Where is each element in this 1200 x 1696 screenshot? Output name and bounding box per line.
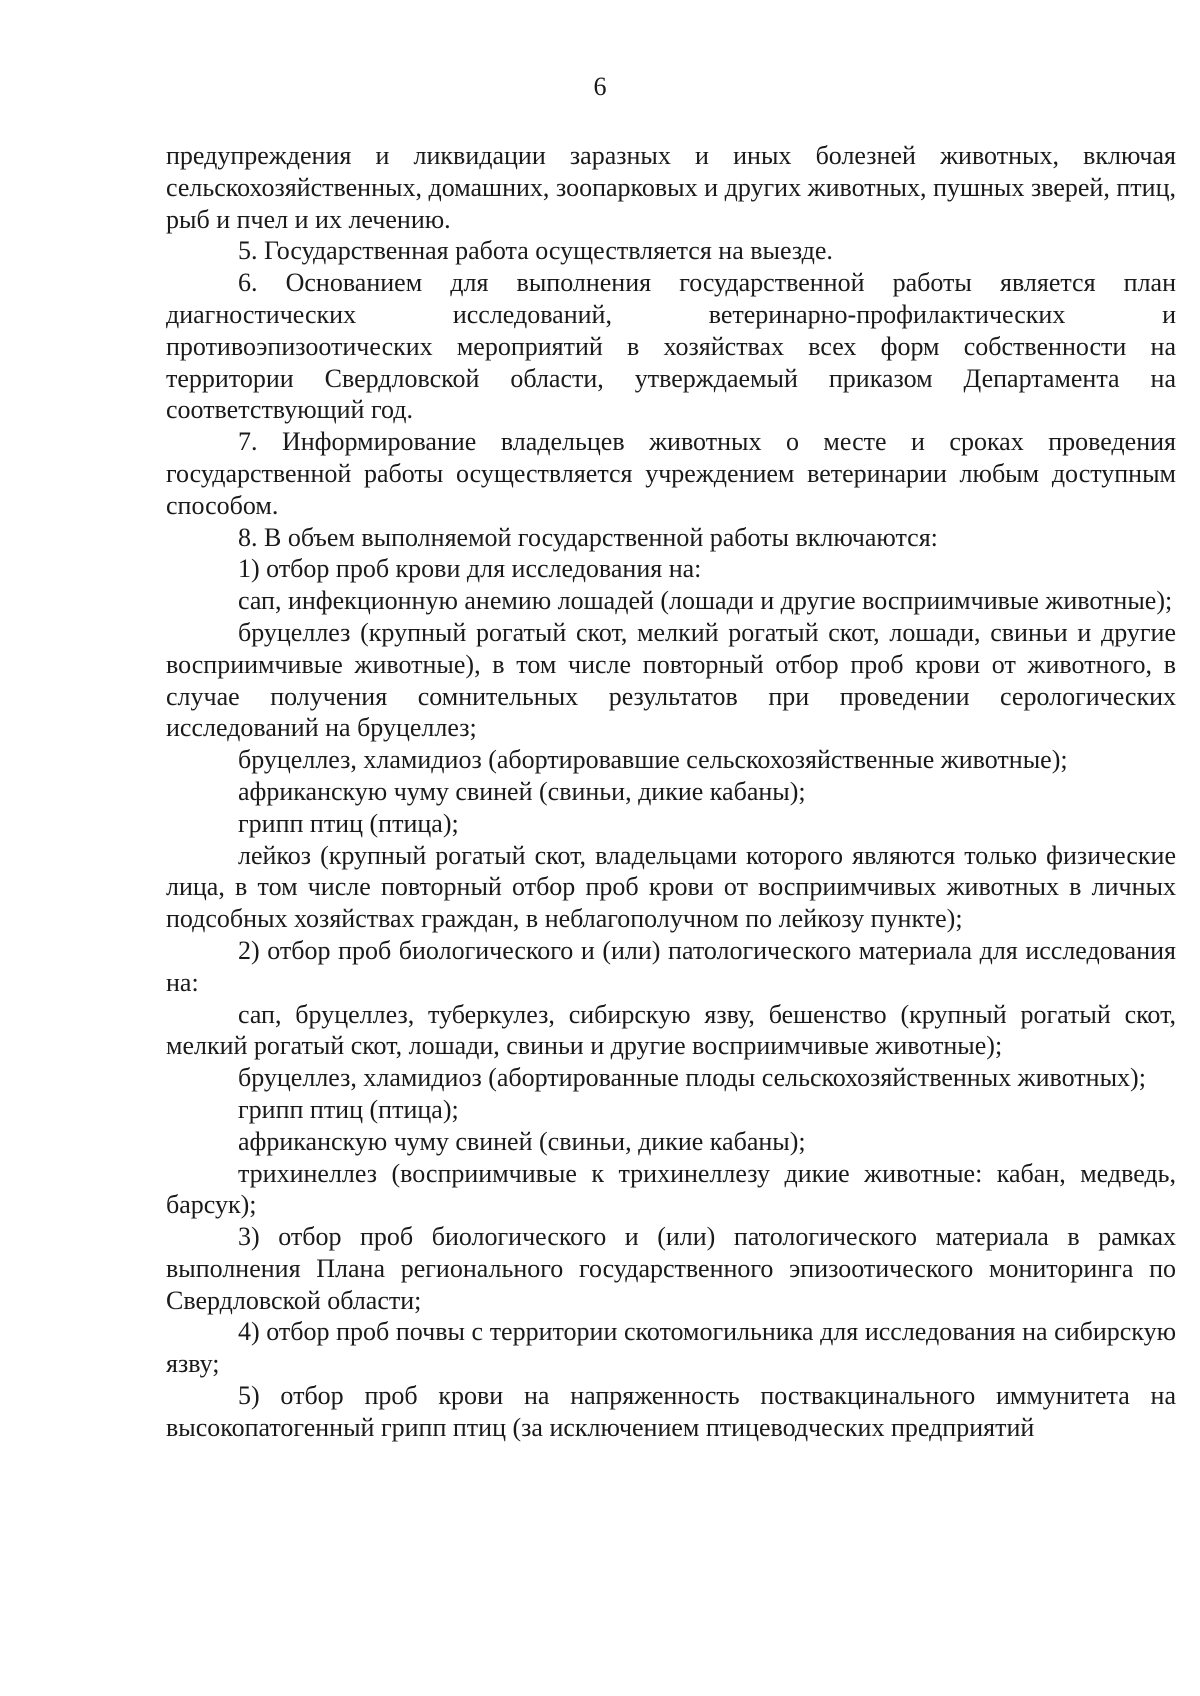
subitem-1-african-swine-fever: африканскую чуму свиней (свиньи, дикие кабаны); — [238, 776, 806, 806]
document-body — [166, 140, 1176, 1444]
paragraph-continuation: предупреждения и ликвидации заразных и иных болезней животных, включая сельскохозяйственных, домашних, зоопарковых и других животных, пушных зверей, птиц, рыб и пчел и их лечению. — [166, 141, 1176, 234]
paragraph-item-8: 8. В объем выполняемой государственной работы включаются: — [238, 522, 938, 552]
subitem-2-sap-tuberculosis: сап, бруцеллез, туберкулез, сибирскую язву, бешенство (крупный рогатый скот, мелкий рогатый скот, лошади, свиньи и другие восприимчивые животные); — [166, 999, 1176, 1061]
subitem-2: 2) отбор проб биологического и (или) патологического материала для исследования на: — [166, 935, 1176, 997]
subitem-5: 5) отбор проб крови на напряженность поствакцинального иммунитета на высокопатогенный грипп птиц (за исключением птицеводческих предприятий — [166, 1381, 1176, 1442]
subitem-3: 3) отбор проб биологического и (или) патологического материала в рамках выполнения Плана регионального государственного эпизоотического мониторинга по Свердловской области; — [166, 1222, 1176, 1315]
subitem-1-brucellosis: бруцеллез (крупный рогатый скот, мелкий рогатый скот, лошади, свиньи и другие восприимчивые животные), в том числе повторный отбор проб крови от животного, в случае получения сомнительных результатов при проведении серологических исследований на бруцеллез; — [166, 617, 1176, 743]
subitem-4: 4) отбор проб почвы с территории скотомогильника для исследования на сибирскую язву; — [166, 1317, 1176, 1379]
paragraph-item-6: 6. Основанием для выполнения государственной работы является план диагностических исследований, ветеринарно-профилактических и противоэпизоотических мероприятий в хозяйствах всех форм собственности на территории Свердловской области, утверждаемый приказом Департамента на соответствующий год. — [166, 268, 1176, 425]
subitem-1: 1) отбор проб крови для исследования на: — [238, 554, 702, 584]
subitem-2-brucellosis-chlamydia: бруцеллез, хламидиоз (абортированные плоды сельскохозяйственных животных); — [238, 1063, 1146, 1093]
subitem-2-trichinellosis: трихинеллез (восприимчивые к трихинеллезу дикие животные: кабан, медведь, барсук); — [166, 1158, 1176, 1220]
subitem-1-leukosis: лейкоз (крупный рогатый скот, владельцами которого являются только физические лица, в том числе повторный отбор проб крови от восприимчивых животных в личных подсобных хозяйствах граждан, в неблагополучном по лейкозу пункте); — [166, 840, 1176, 934]
paragraph-item-5: 5. Государственная работа осуществляется на выезде. — [238, 236, 833, 266]
subitem-2-african-swine-fever: африканскую чуму свиней (свиньи, дикие кабаны); — [238, 1126, 806, 1156]
paragraph-item-7: 7. Информирование владельцев животных о месте и сроках проведения государственной работы осуществляется учреждением ветеринарии любым доступным способом. — [166, 427, 1176, 520]
subitem-1-sap-anemia: сап, инфекционную анемию лошадей (лошади и другие восприимчивые животные); — [238, 586, 1173, 616]
subitem-1-brucellosis-chlamydia: бруцеллез, хламидиоз (абортировавшие сельскохозяйственные животные); — [238, 745, 1068, 775]
page-number: 6 — [593, 72, 607, 101]
subitem-2-avian-flu: грипп птиц (птица); — [238, 1094, 459, 1124]
subitem-1-avian-flu: грипп птиц (птица); — [238, 808, 459, 838]
